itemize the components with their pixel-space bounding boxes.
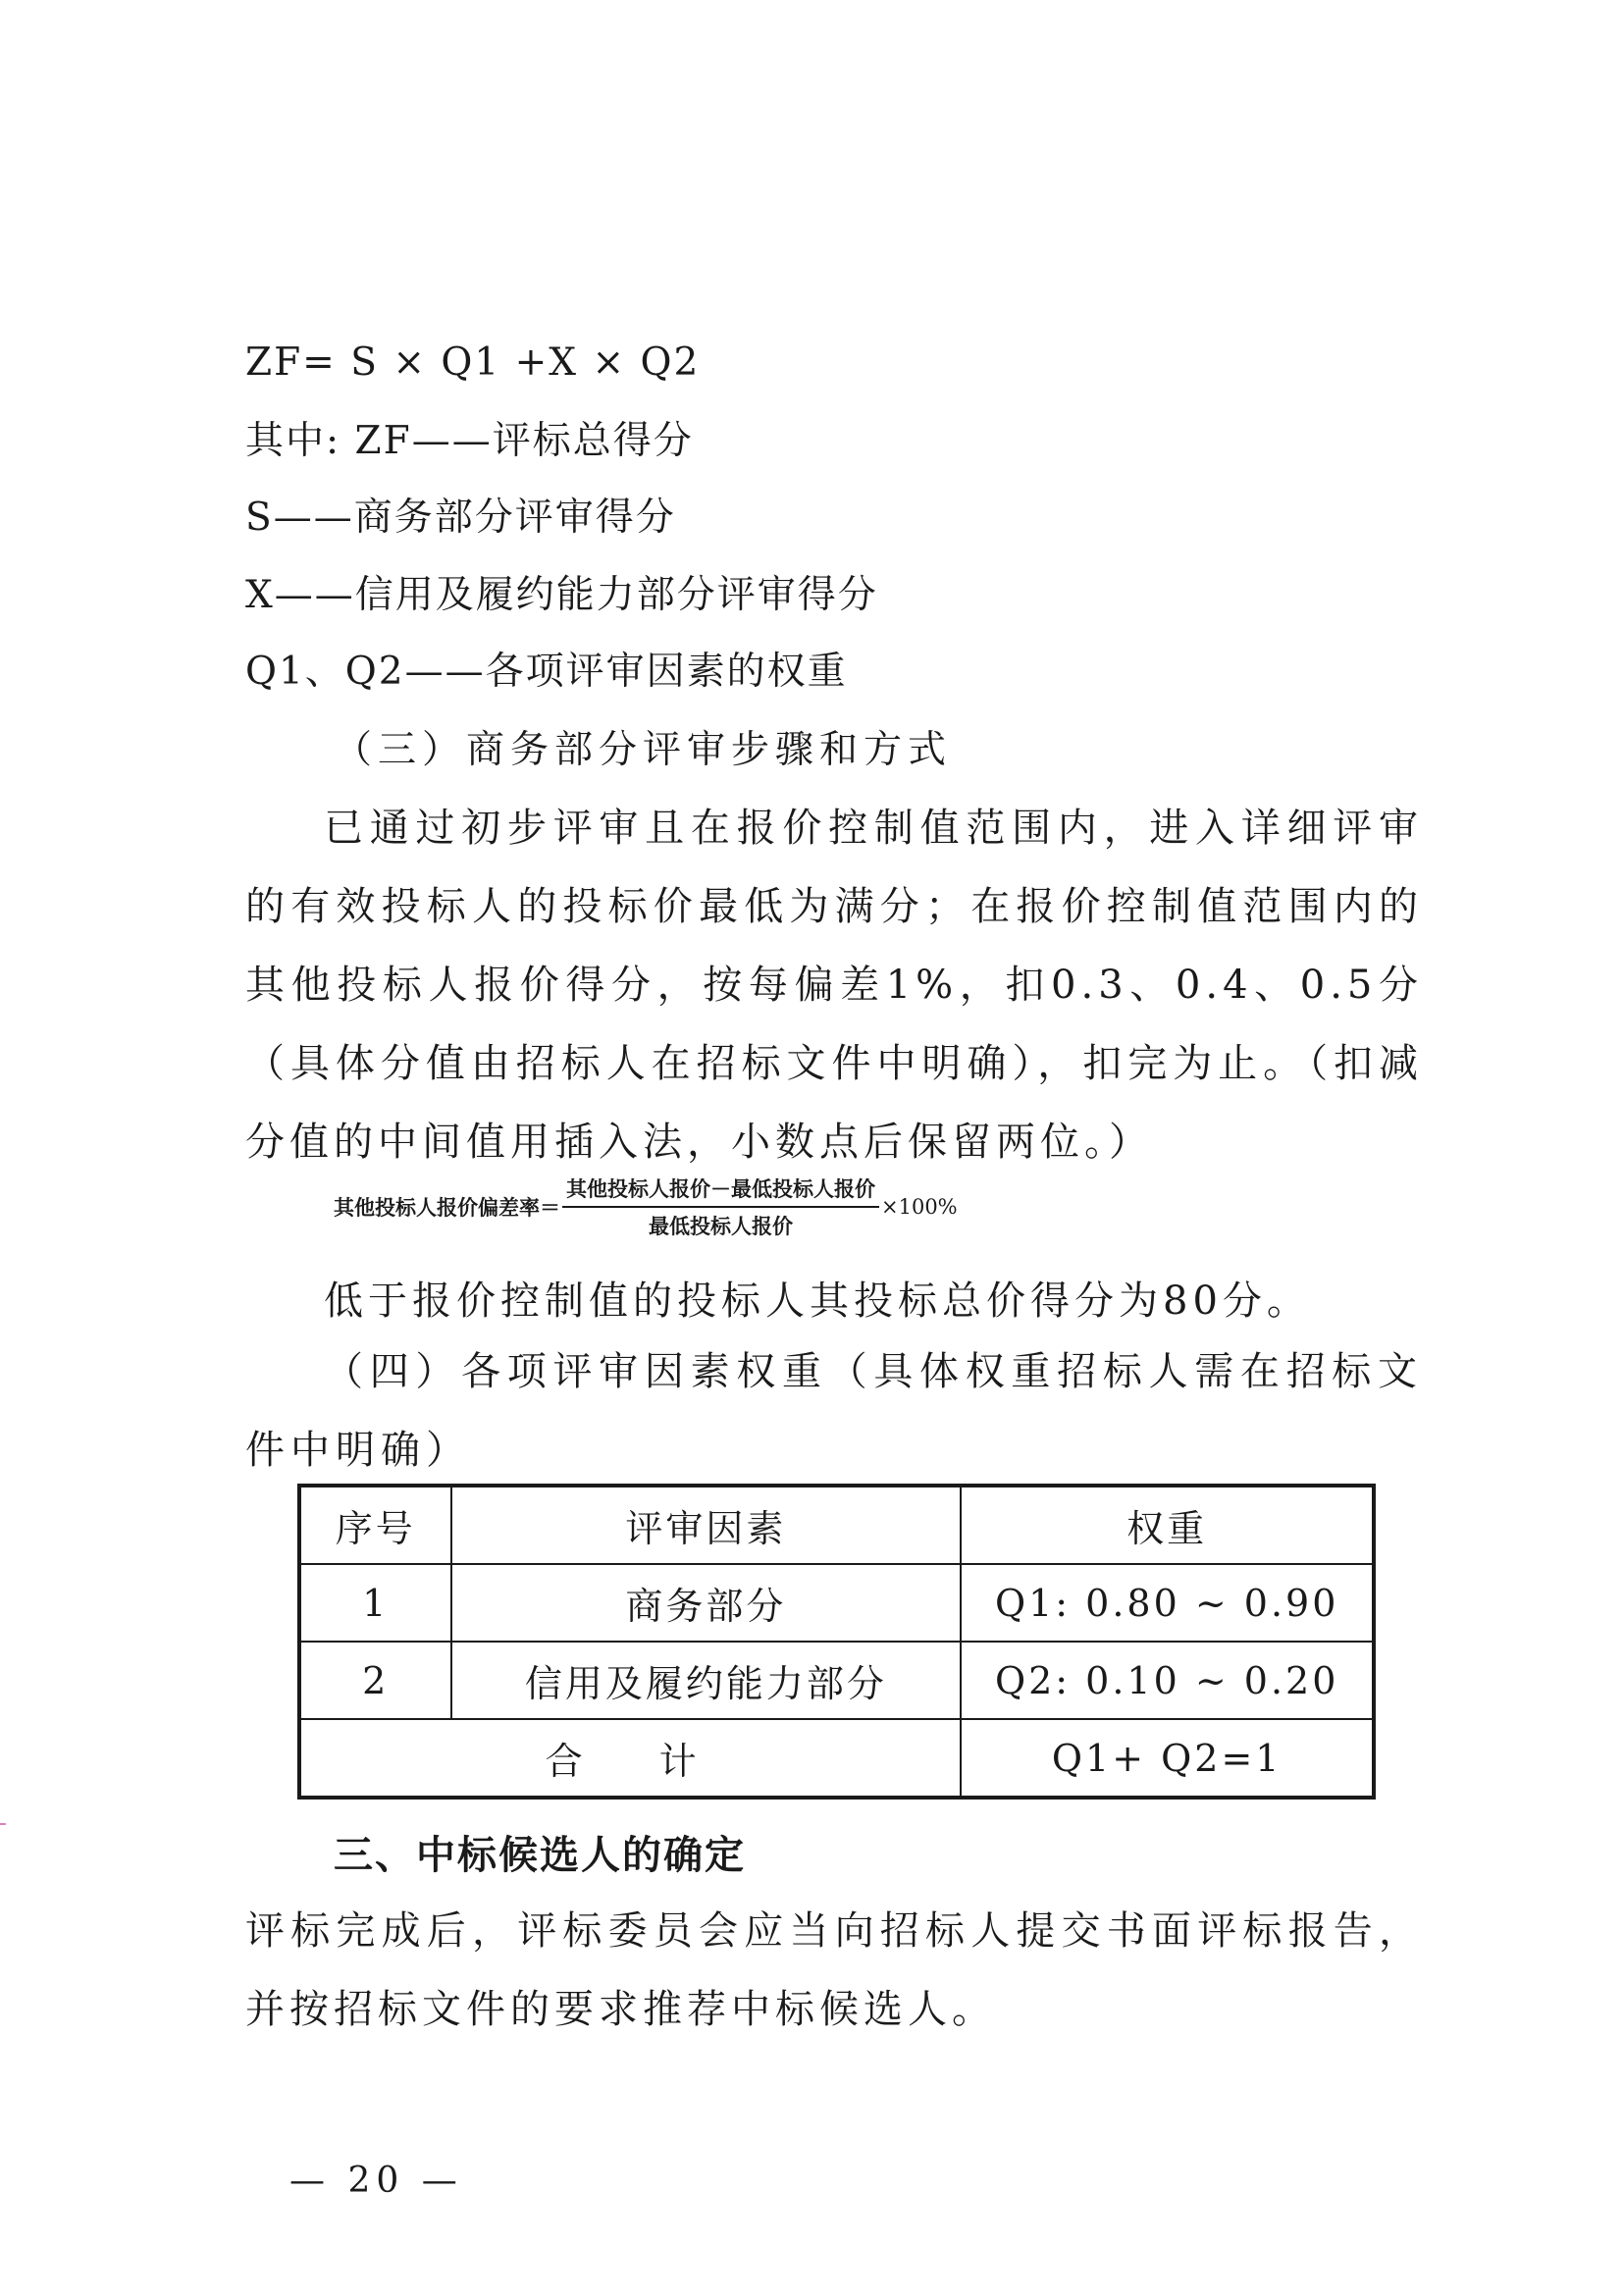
formula-tail: ×100% [881, 1195, 958, 1219]
margin-mark [0, 1823, 6, 1825]
below-control-value-text: 低于报价控制值的投标人其投标总价得分为80分。 [324, 1278, 1311, 1324]
total-value: Q1+ Q2=1 [961, 1719, 1374, 1798]
chapter-3-body: 评标完成后，评标委员会应当向招标人提交书面评标报告，并按招标文件的要求推荐中标候选人。 [245, 1908, 1423, 2032]
table-row [299, 1564, 1374, 1642]
weights-table [297, 1484, 1376, 1800]
header-index: 序号 [299, 1486, 451, 1564]
formula-denominator: 最低投标人报价 [649, 1215, 793, 1238]
table-row [299, 1642, 1374, 1719]
header-factor: 评审因素 [451, 1486, 962, 1564]
header-weight: 权重 [961, 1486, 1374, 1564]
row-index: 1 [299, 1564, 451, 1642]
page-number: — 20 — [289, 2161, 463, 2201]
total-label: 合 计 [299, 1719, 961, 1798]
section-4-heading: （四）各项评审因素权重（具体权重招标人需在招标文件中明确） [245, 1349, 1423, 1473]
formula-lhs: 其他投标人报价偏差率＝ [334, 1196, 560, 1220]
row-factor: 商务部分 [451, 1564, 962, 1642]
row-index: 2 [299, 1642, 451, 1719]
row-weight: Q2: 0.10 ~ 0.20 [961, 1642, 1374, 1719]
row-factor: 信用及履约能力部分 [451, 1642, 962, 1719]
section-3-body: 已通过初步评审且在报价控制值范围内，进入详细评审的有效投标人的投标价最低为满分；在报价控制值范围内的其他投标人报价得分，按每偏差1%，扣0.3、0.4、0.5分（具体分值由招标人在招标文件中明确），扣完为止。（扣减分值的中间值用插入法，小数点后保留两位。） [245, 806, 1423, 1165]
deviation-rate-formula [334, 1174, 958, 1240]
chapter-3-heading: 三、中标候选人的确定 [334, 1833, 746, 1878]
formula-numerator: 其他投标人报价－最低投标人报价 [562, 1174, 879, 1208]
row-weight: Q1: 0.80 ~ 0.90 [961, 1564, 1374, 1642]
table-header-row [299, 1486, 1374, 1564]
formula-fraction [562, 1174, 879, 1240]
formula-s: S——商务部分评审得分 [245, 496, 676, 540]
formula-where: 其中: ZF——评标总得分 [245, 419, 694, 463]
table-total-row [299, 1719, 1374, 1798]
section-3-heading: （三）商务部分评审步骤和方式 [334, 728, 953, 772]
formula-x: X——信用及履约能力部分评审得分 [245, 573, 878, 617]
formula-zf: ZF= S × Q1 +X × Q2 [245, 340, 701, 385]
formula-q: Q1、Q2——各项评审因素的权重 [245, 650, 848, 694]
